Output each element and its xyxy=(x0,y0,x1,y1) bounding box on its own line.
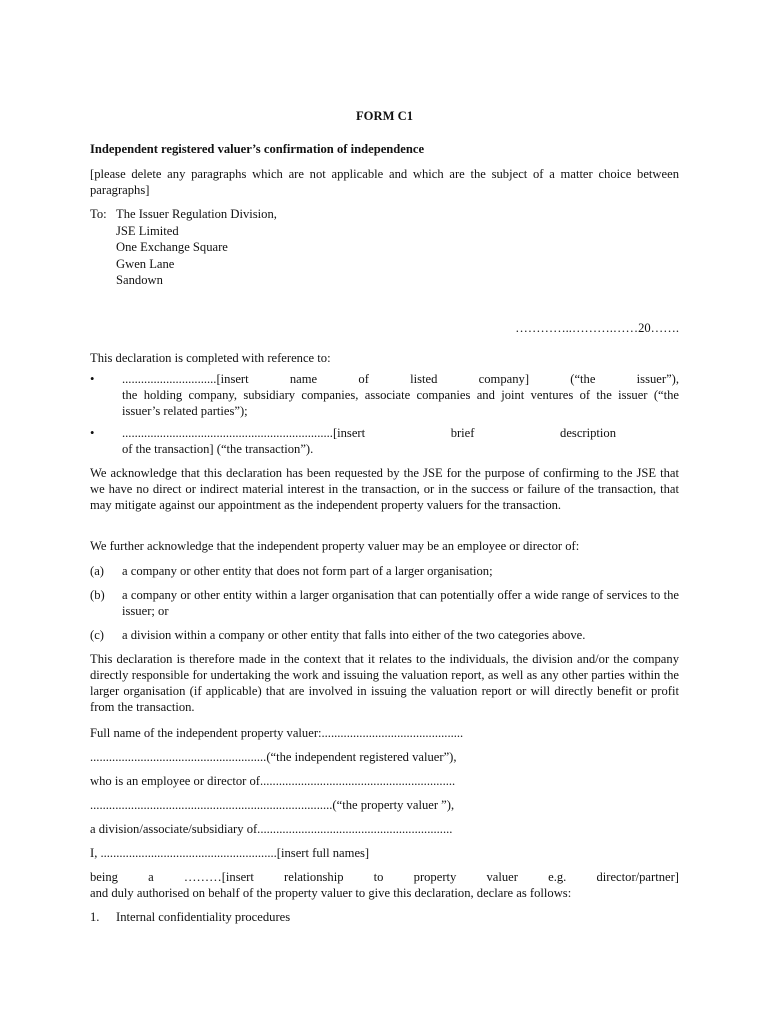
fill-line-property-valuer: .............................................................................(“the property valuer ”), xyxy=(90,798,455,812)
fill-line-registered-valuer: ........................................................(“the independent registered valuer”), xyxy=(90,750,457,764)
bullet-first-line: ...................................................................[insert brief description xyxy=(122,426,616,440)
address-line: One Exchange Square xyxy=(116,240,228,255)
reference-intro: This declaration is completed with reference to: xyxy=(90,351,331,365)
address-line: Sandown xyxy=(116,273,163,288)
list-item xyxy=(90,627,679,643)
instruction-text: [please delete any paragraphs which are not applicable and which are the subject of a matter choice between paragraphs] xyxy=(90,167,679,197)
item-label: (a) xyxy=(90,564,104,578)
list-item xyxy=(90,587,679,619)
acknowledge-paragraph: We acknowledge that this declaration has been requested by the JSE for the purpose of confirming to the JSE that we have no direct or indirect material interest in the transaction, or in the success or failure of the transaction, that may mitigate against our appointment as the independent property valuers for the transaction. xyxy=(90,466,679,512)
date-line: …………..……….……20……. xyxy=(515,321,679,335)
authorised-line: and duly authorised on behalf of the property valuer to give this declaration, declare as follows: xyxy=(90,886,572,900)
address-line: JSE Limited xyxy=(116,223,179,238)
section-number: 1. xyxy=(90,910,100,924)
bullet-symbol: • xyxy=(90,372,95,386)
item-label: (c) xyxy=(90,628,104,642)
bullet-first-line: ..............................[insert name of listed company] (“the issuer”), xyxy=(122,372,679,386)
bullet-item xyxy=(90,425,679,457)
fill-line-division: a division/associate/subsidiary of.............................................................. xyxy=(90,822,453,836)
being-line: being a ………[insert relationship to property valuer e.g. director/partner] xyxy=(90,870,679,884)
item-text: a company or other entity within a larger organisation that can potentially offer a wide range of services to the issuer; or xyxy=(122,588,679,618)
being-statement xyxy=(90,869,679,901)
further-paragraph: We further acknowledge that the independent property valuer may be an employee or director of: xyxy=(90,539,580,553)
context-paragraph: This declaration is therefore made in the context that it relates to the individuals, the division and/or the company directly responsible for undertaking the work and issuing the valuation report, as well as any other parties within the larger organisation (if applicable) that are involved in issuing the valuation report or will directly benefit or profit from the transaction. xyxy=(90,652,679,714)
to-label: To: xyxy=(90,207,107,221)
document-page xyxy=(90,0,679,1024)
section-heading xyxy=(90,909,679,925)
form-heading: Independent registered valuer’s confirmation of independence xyxy=(90,142,425,156)
item-text: a company or other entity that does not form part of a larger organisation; xyxy=(122,564,493,578)
bullet-text: the holding company, subsidiary companies, associate companies and joint ventures of the issuer (“the issuer’s related parties”); xyxy=(122,388,679,418)
fill-line-valuer-name: Full name of the independent property valuer:............................................. xyxy=(90,726,464,740)
bullet-text: of the transaction] (“the transaction”). xyxy=(122,442,314,456)
bullet-symbol: • xyxy=(90,426,95,440)
section-title: Internal confidentiality procedures xyxy=(116,910,291,924)
address-line: Gwen Lane xyxy=(116,256,175,271)
fill-line-full-names: I, ........................................................[insert full names] xyxy=(90,846,370,860)
address-line: The Issuer Regulation Division, xyxy=(116,207,277,221)
list-item xyxy=(90,563,679,579)
bullet-item xyxy=(90,371,679,419)
fill-line-employee-of: who is an employee or director of.............................................................. xyxy=(90,774,456,788)
item-text: a division within a company or other entity that falls into either of the two categories above. xyxy=(122,628,586,642)
address-block xyxy=(90,206,679,289)
item-label: (b) xyxy=(90,588,105,602)
address-lines xyxy=(116,206,277,289)
form-title: FORM C1 xyxy=(355,109,413,123)
